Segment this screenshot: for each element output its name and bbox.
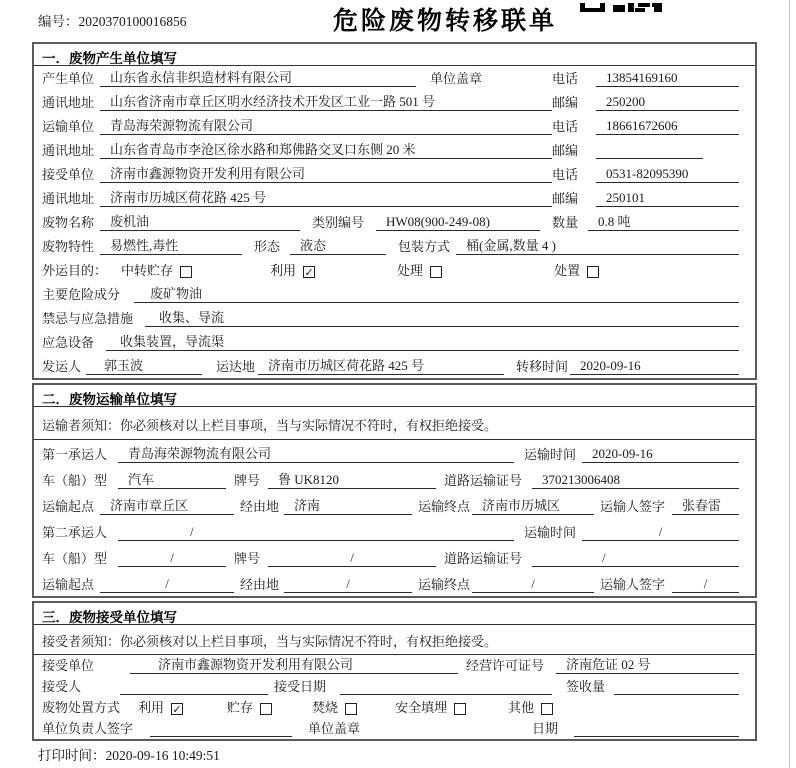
unit-seal-label: 单位盖章 [308,721,361,736]
transporter-zip-value [596,143,703,159]
category-label: 类别编号 [312,215,365,230]
disposal-option-landfill [395,700,466,716]
carrier1-value: 青岛海荣源物流有限公司 [118,446,514,463]
phone-label: 电话 [552,119,579,134]
checkbox-icon [260,703,272,715]
plate-value: / [268,550,436,567]
row-emergency-equipment [34,330,755,354]
via-value: 济南 [284,498,412,515]
option-label: 贮存 [227,700,254,715]
carrier-sign-label: 运输人签字 [600,499,666,514]
purpose-option-utilize [270,263,315,279]
doc-number [38,10,187,30]
form-value: 液态 [290,238,386,255]
waste-name-label: 废物名称 [42,215,95,230]
transporter-value: 青岛海荣源物流有限公司 [100,118,552,135]
transporter-phone-value: 18661672606 [596,118,739,135]
transfer-time-label: 转移时间 [516,359,569,374]
row-first-carrier [34,440,755,466]
row-waste-properties [34,234,755,258]
print-time-value: 2020-09-16 10:49:51 [105,748,220,763]
row-producer-address [34,90,755,114]
producer-zip-value: 250200 [596,94,739,111]
receiving-unit-value: 济南市鑫源物资开发利用有限公司 [130,657,458,674]
via-label: 经由地 [240,499,280,514]
carrier-sign-value: 张春雷 [672,498,739,515]
destination-value: 济南市历城区荷花路 425 号 [258,358,504,375]
receiver-label: 接受单位 [42,167,95,182]
zip-label: 邮编 [552,191,579,206]
row-disposal-method [34,697,755,718]
row-second-carrier [34,518,755,544]
disposal-option-utilize [138,700,183,716]
receive-date-label: 接受日期 [274,679,327,694]
print-time [38,744,220,764]
receive-date-value [340,679,552,695]
row-transport-unit [34,114,755,138]
address-label: 通讯地址 [42,95,95,110]
producer-label: 产生单位 [42,71,95,86]
receiver-zip-value: 250101 [596,190,739,207]
option-label: 利用 [138,700,165,715]
row-vehicle-1 [34,466,755,492]
row-receiving-unit [34,655,755,676]
option-label: 中转贮存 [121,263,174,278]
purpose-option-dispose [554,263,599,279]
qr-code-icon [580,0,662,16]
transport-time-label: 运输时间 [524,525,577,540]
characteristics-value: 易燃性,毒性 [100,238,242,255]
section-producer [32,42,757,380]
row-hazard-components [34,282,755,306]
vehicle-type-value: 汽车 [118,472,226,489]
carrier1-label: 第一承运人 [42,447,108,462]
plate-label: 牌号 [234,473,261,488]
checkbox-checked-icon: ✓ [172,702,182,716]
date-value [574,721,739,737]
equipment-value: 收集装置，导流渠 [106,334,739,351]
road-permit-label: 道路运输证号 [444,551,523,566]
row-vehicle-2 [34,544,755,570]
disposal-option-storage [227,700,272,716]
disposal-option-other [508,700,553,716]
unit-seal-label: 单位盖章 [430,71,483,86]
hazard-label: 主要危险成分 [42,287,121,302]
receiver-address-value: 济南市历城区荷花路 425 号 [100,190,552,207]
doc-number-label: 编号： [38,14,79,29]
option-label: 安全填埋 [395,700,448,715]
disposal-label: 废物处置方式 [42,700,121,715]
vehicle-type-label: 车（船）型 [42,551,108,566]
checkbox-icon [345,703,357,715]
packaging-value: 桶(金属,数量 4 ) [456,238,739,255]
address-label: 通讯地址 [42,143,95,158]
endpoint-value: 济南市历城区 [472,498,594,515]
receiver-phone-value: 0531-82095390 [596,166,739,183]
transport-time-value: / [582,524,739,541]
endpoint-label: 运输终点 [418,499,471,514]
road-permit-label: 道路运输证号 [444,473,523,488]
option-label: 利用 [270,263,297,278]
transfer-time-value: 2020-09-16 [570,358,739,375]
address-label: 通讯地址 [42,191,95,206]
print-time-label: 打印时间： [38,748,106,763]
row-receiver-person [34,676,755,697]
date-label: 日期 [532,721,559,736]
shipper-label: 发运人 [42,359,82,374]
section-receiver [32,601,757,741]
producer-value: 山东省永信非织造材料有限公司 [100,70,416,87]
origin-label: 运输起点 [42,577,95,592]
page-title: 危险废物转移联单 [333,7,558,35]
form-label: 形态 [254,239,281,254]
signed-amount-label: 签收量 [566,679,606,694]
carrier2-label: 第二承运人 [42,525,108,540]
row-waste-name [34,210,755,234]
purpose-option-treat [397,263,442,279]
quantity-value: 0.8 吨 [588,214,739,231]
option-label: 处理 [397,263,424,278]
endpoint-value: / [472,576,594,593]
row-receiver-address [34,186,755,210]
origin-value: / [100,576,234,593]
vehicle-type-value: / [118,550,226,567]
carrier-sign-value: / [672,576,739,593]
signed-amount-value [614,679,739,695]
packaging-label: 包装方式 [398,239,451,254]
row-shipper [34,354,755,378]
plate-value: 鲁 UK8120 [268,472,436,489]
waste-name-value: 废机油 [100,214,300,231]
transporter-notice: 运输者须知：你必须核对以上栏目事项，当与实际情况不符时，有权拒绝接受。 [34,407,755,440]
purpose-label: 外运目的： [42,263,108,278]
manager-sign-label: 单位负责人签字 [42,721,134,736]
checkbox-icon [180,266,192,278]
phone-label: 电话 [552,71,579,86]
zip-label: 邮编 [552,143,579,158]
manager-sign-value [150,721,292,737]
receiver-notice: 接受者须知：你必须核对以上栏目事项，当与实际情况不符时，有权拒绝接受。 [34,625,755,655]
vehicle-type-label: 车（船）型 [42,473,108,488]
transport-time-value: 2020-09-16 [582,446,739,463]
equipment-label: 应急设备 [42,335,95,350]
via-label: 经由地 [240,577,280,592]
row-route-2 [34,570,755,596]
road-permit-value: / [532,550,739,567]
carrier2-value: / [118,524,514,541]
hazard-value: 废矿物油 [134,286,739,303]
plate-label: 牌号 [234,551,261,566]
receiver-person-value [120,679,268,695]
characteristics-label: 废物特性 [42,239,95,254]
zip-label: 邮编 [552,95,579,110]
checkbox-icon [587,266,599,278]
phone-label: 电话 [552,167,579,182]
checkbox-checked-icon: ✓ [304,265,314,279]
road-permit-value: 370213006408 [532,472,739,489]
origin-label: 运输起点 [42,499,95,514]
via-value: / [284,576,412,593]
transporter-address-value: 山东省青岛市李沧区徐水路和郑佛路交叉口东侧 20 米 [100,142,552,159]
transport-time-label: 运输时间 [524,447,577,462]
row-receiver-unit [34,162,755,186]
doc-number-value: 2020370100016856 [78,14,187,29]
row-route-1 [34,492,755,518]
receiving-unit-label: 接受单位 [42,658,95,673]
checkbox-icon [430,266,442,278]
row-transporter-address [34,138,755,162]
purpose-option-storage [121,263,192,279]
option-label: 处置 [554,263,581,278]
row-manager-signature [34,718,755,739]
row-taboo-measures [34,306,755,330]
shipper-value: 郭玉波 [86,358,202,375]
section-3-header: 三．废物接受单位填写 [34,603,755,625]
section-2-header: 二．废物运输单位填写 [34,385,755,407]
receiver-value: 济南市鑫源物资开发利用有限公司 [100,166,552,183]
section-1-header: 一．废物产生单位填写 [34,44,755,66]
option-label: 其他 [508,700,535,715]
row-producer-unit [34,66,755,90]
quantity-label: 数量 [552,215,579,230]
row-transfer-purpose [34,258,755,282]
endpoint-label: 运输终点 [418,577,471,592]
license-label: 经营许可证号 [466,658,545,673]
disposal-option-incinerate [312,700,357,716]
producer-phone-value: 13854169160 [596,70,739,87]
taboo-value: 收集、导流 [145,310,739,327]
origin-value: 济南市章丘区 [100,498,234,515]
license-value: 济南危证 02 号 [556,657,739,674]
receiver-person-label: 接受人 [42,679,82,694]
checkbox-icon [541,703,553,715]
section-transporter [32,383,757,598]
manifest-form [32,42,757,744]
taboo-label: 禁忌与应急措施 [42,311,134,326]
category-value: HW08(900-249-08) [376,214,540,231]
destination-label: 运达地 [216,359,256,374]
transporter-label: 运输单位 [42,119,95,134]
option-label: 焚烧 [312,700,339,715]
page-right-edge [789,0,790,768]
checkbox-icon [454,703,466,715]
producer-address-value: 山东省济南市章丘区明水经济技术开发区工业一路 501 号 [100,94,552,111]
carrier-sign-label: 运输人签字 [600,577,666,592]
